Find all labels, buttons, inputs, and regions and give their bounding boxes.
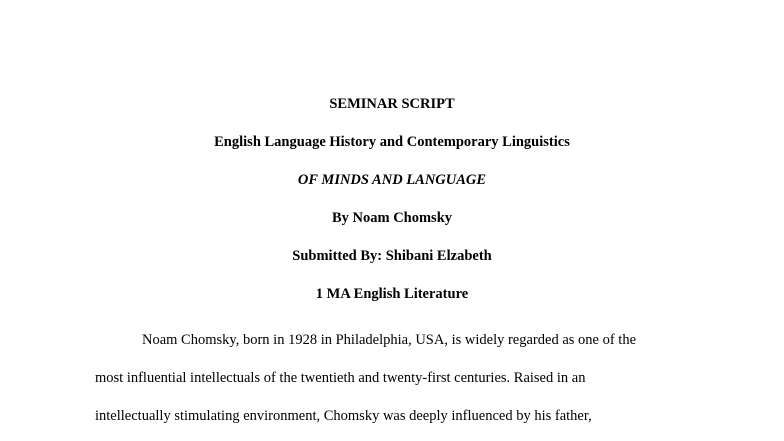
submitted-by-line: Submitted By: Shibani Elzabeth bbox=[292, 248, 492, 264]
seminar-heading: SEMINAR SCRIPT bbox=[329, 96, 455, 112]
body-paragraph-line-1: Noam Chomsky, born in 1928 in Philadelphia, USA, is widely regarded as one of the bbox=[142, 332, 636, 348]
author-line: By Noam Chomsky bbox=[331, 210, 453, 226]
course-title: English Language History and Contemporary Linguistics bbox=[214, 134, 570, 150]
body-paragraph-line-2: most influential intellectuals of the twentieth and twenty-first centuries. Raised in an bbox=[95, 370, 586, 386]
class-line: 1 MA English Literature bbox=[315, 286, 469, 302]
book-title: OF MINDS AND LANGUAGE bbox=[297, 172, 487, 188]
body-paragraph-line-3: intellectually stimulating environment, Chomsky was deeply influenced by his father, bbox=[95, 408, 592, 424]
